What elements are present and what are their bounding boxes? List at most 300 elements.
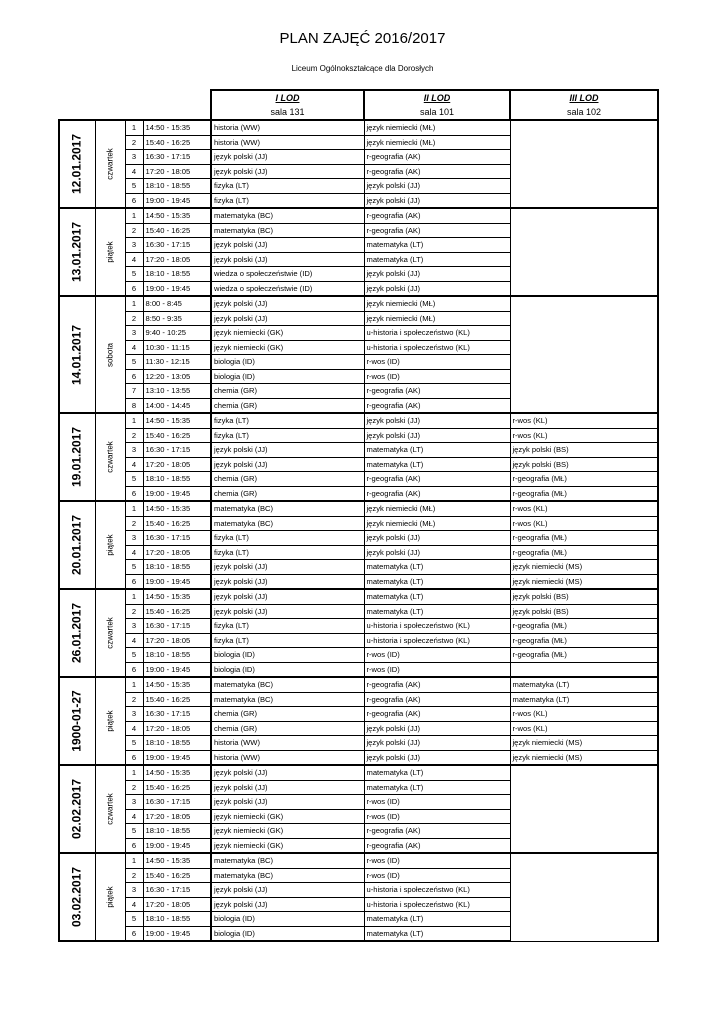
lesson-ii-lod: język niemiecki (MŁ): [364, 516, 510, 531]
lesson-i-lod: język polski (JJ): [211, 296, 364, 311]
weekday-cell: [95, 853, 125, 941]
day-weekday: sobota: [105, 342, 115, 367]
lesson-iii-lod: r-wos (KL): [510, 707, 658, 722]
table-row: [59, 692, 658, 707]
lesson-time: 17:20 - 18:05: [143, 164, 211, 179]
date-cell: [59, 413, 95, 501]
lesson-number: 3: [125, 150, 143, 165]
lesson-number: 1: [125, 677, 143, 692]
lesson-i-lod: fizyka (LT): [211, 531, 364, 546]
lesson-ii-lod: r-geografia (AK): [364, 164, 510, 179]
lesson-number: 5: [125, 179, 143, 194]
lesson-number: 2: [125, 428, 143, 443]
lesson-i-lod: matematyka (BC): [211, 853, 364, 868]
lesson-number: 1: [125, 853, 143, 868]
lesson-time: 16:30 - 17:15: [143, 883, 211, 898]
table-row: [59, 721, 658, 736]
lesson-iii-lod: język niemiecki (MS): [510, 560, 658, 575]
lesson-ii-lod: r-geografia (AK): [364, 223, 510, 238]
lesson-ii-lod: język niemiecki (MŁ): [364, 311, 510, 326]
lesson-i-lod: matematyka (BC): [211, 516, 364, 531]
lesson-time: 19:00 - 19:45: [143, 926, 211, 941]
lesson-iii-lod: [510, 662, 658, 677]
lesson-i-lod: język polski (JJ): [211, 883, 364, 898]
column-room-i-lod: sala 131: [211, 105, 364, 120]
day-weekday: czwartek: [105, 441, 115, 473]
lesson-iii-lod: język polski (BS): [510, 589, 658, 604]
lesson-time: 16:30 - 17:15: [143, 795, 211, 810]
lesson-number: 3: [125, 238, 143, 253]
lesson-i-lod: biologia (ID): [211, 648, 364, 663]
table-row: [59, 413, 658, 428]
table-row: [59, 296, 658, 311]
lesson-number: 8: [125, 398, 143, 413]
table-row: [59, 516, 658, 531]
table-row: [59, 707, 658, 722]
lesson-time: 19:00 - 19:45: [143, 281, 211, 296]
lesson-time: 14:50 - 15:35: [143, 765, 211, 780]
weekday-cell: [95, 120, 125, 208]
lesson-ii-lod: r-wos (ID): [364, 795, 510, 810]
lesson-time: 18:10 - 18:55: [143, 824, 211, 839]
lesson-i-lod: fizyka (LT): [211, 413, 364, 428]
lesson-time: 19:00 - 19:45: [143, 750, 211, 765]
lesson-i-lod: matematyka (BC): [211, 223, 364, 238]
lesson-number: 1: [125, 296, 143, 311]
table-row: [59, 619, 658, 634]
date-cell: [59, 853, 95, 941]
lesson-time: 15:40 - 16:25: [143, 135, 211, 150]
lesson-i-lod: biologia (ID): [211, 662, 364, 677]
lesson-ii-lod: matematyka (LT): [364, 926, 510, 941]
table-row: [59, 765, 658, 780]
lesson-iii-lod: r-geografia (MŁ): [510, 531, 658, 546]
schedule-table: [58, 89, 659, 942]
lesson-number: 1: [125, 765, 143, 780]
lesson-ii-lod: u-historia i społeczeństwo (KL): [364, 619, 510, 634]
table-row: [59, 750, 658, 765]
lesson-time: 17:20 - 18:05: [143, 545, 211, 560]
lesson-time: 14:50 - 15:35: [143, 589, 211, 604]
lesson-i-lod: język niemiecki (GK): [211, 340, 364, 355]
lesson-time: 17:20 - 18:05: [143, 457, 211, 472]
lesson-number: 2: [125, 516, 143, 531]
lesson-time: 17:20 - 18:05: [143, 721, 211, 736]
lesson-number: 4: [125, 252, 143, 267]
lesson-ii-lod: r-geografia (AK): [364, 838, 510, 853]
column-room-ii-lod: sala 101: [364, 105, 510, 120]
lesson-number: 6: [125, 750, 143, 765]
lesson-number: 3: [125, 531, 143, 546]
table-row: [59, 648, 658, 663]
column-room-iii-lod: sala 102: [510, 105, 658, 120]
table-row: [59, 853, 658, 868]
lesson-ii-lod: r-geografia (AK): [364, 486, 510, 501]
schedule-body: [59, 120, 658, 941]
lesson-i-lod: język polski (JJ): [211, 589, 364, 604]
lesson-ii-lod: matematyka (LT): [364, 252, 510, 267]
lesson-time: 14:50 - 15:35: [143, 120, 211, 135]
lesson-ii-lod: r-wos (ID): [364, 662, 510, 677]
day-date: 13.01.2017: [69, 221, 84, 283]
lesson-iii-lod: r-wos (KL): [510, 721, 658, 736]
lesson-i-lod: wiedza o społeczeństwie (ID): [211, 267, 364, 282]
lesson-time: 15:40 - 16:25: [143, 868, 211, 883]
lesson-i-lod: fizyka (LT): [211, 179, 364, 194]
lesson-ii-lod: język niemiecki (MŁ): [364, 120, 510, 135]
lesson-number: 2: [125, 223, 143, 238]
date-cell: [59, 208, 95, 296]
lesson-number: 2: [125, 868, 143, 883]
day-date: 19.01.2017: [69, 426, 84, 488]
lesson-i-lod: chemia (GR): [211, 707, 364, 722]
day-date: 02.02.2017: [69, 778, 84, 840]
day-date: 14.01.2017: [69, 324, 84, 385]
table-row: [59, 589, 658, 604]
lesson-ii-lod: język polski (JJ): [364, 281, 510, 296]
column-header-ii-lod: II LOD: [364, 90, 510, 105]
lesson-time: 12:20 - 13:05: [143, 369, 211, 384]
lesson-ii-lod: r-wos (ID): [364, 648, 510, 663]
lesson-ii-lod: r-geografia (AK): [364, 384, 510, 399]
table-row: [59, 443, 658, 458]
weekday-cell: [95, 677, 125, 765]
lesson-i-lod: język niemiecki (GK): [211, 809, 364, 824]
weekday-cell: [95, 501, 125, 589]
lesson-time: 8:00 - 8:45: [143, 296, 211, 311]
lesson-ii-lod: r-wos (ID): [364, 355, 510, 370]
lesson-number: 1: [125, 501, 143, 516]
lesson-number: 3: [125, 883, 143, 898]
day-weekday: piątek: [105, 241, 115, 263]
lesson-number: 5: [125, 472, 143, 487]
lesson-number: 3: [125, 619, 143, 634]
lesson-i-lod: wiedza o społeczeństwie (ID): [211, 281, 364, 296]
lesson-iii-lod: r-geografia (MŁ): [510, 472, 658, 487]
lesson-time: 14:00 - 14:45: [143, 398, 211, 413]
lesson-ii-lod: język polski (JJ): [364, 531, 510, 546]
lesson-number: 1: [125, 413, 143, 428]
lesson-number: 4: [125, 457, 143, 472]
lesson-ii-lod: r-geografia (AK): [364, 692, 510, 707]
lesson-number: 4: [125, 340, 143, 355]
lesson-i-lod: matematyka (BC): [211, 208, 364, 223]
lesson-iii-lod: język niemiecki (MS): [510, 574, 658, 589]
lesson-ii-lod: matematyka (LT): [364, 589, 510, 604]
date-cell: [59, 296, 95, 413]
lesson-time: 18:10 - 18:55: [143, 912, 211, 927]
lesson-i-lod: historia (WW): [211, 135, 364, 150]
lesson-ii-lod: język polski (JJ): [364, 179, 510, 194]
lesson-ii-lod: matematyka (LT): [364, 443, 510, 458]
lesson-number: 4: [125, 721, 143, 736]
lesson-ii-lod: u-historia i społeczeństwo (KL): [364, 326, 510, 341]
day-date: 03.02.2017: [69, 866, 84, 928]
lesson-ii-lod: r-wos (ID): [364, 868, 510, 883]
day-date: 12.01.2017: [69, 133, 84, 195]
day-weekday: piątek: [105, 534, 115, 556]
lesson-ii-lod: matematyka (LT): [364, 765, 510, 780]
lesson-number: 3: [125, 326, 143, 341]
page-title: PLAN ZAJĘĆ 2016/2017: [279, 30, 446, 47]
lesson-time: 15:40 - 16:25: [143, 516, 211, 531]
lesson-i-lod: chemia (GR): [211, 486, 364, 501]
lesson-time: 16:30 - 17:15: [143, 619, 211, 634]
lesson-ii-lod: język polski (JJ): [364, 750, 510, 765]
table-row: [59, 486, 658, 501]
lesson-i-lod: język niemiecki (GK): [211, 838, 364, 853]
lesson-ii-lod: język polski (JJ): [364, 736, 510, 751]
lesson-ii-lod: język polski (JJ): [364, 413, 510, 428]
lesson-i-lod: język polski (JJ): [211, 252, 364, 267]
lesson-i-lod: język polski (JJ): [211, 560, 364, 575]
lesson-ii-lod: r-geografia (AK): [364, 677, 510, 692]
lesson-i-lod: matematyka (BC): [211, 868, 364, 883]
lesson-time: 16:30 - 17:15: [143, 150, 211, 165]
lesson-i-lod: fizyka (LT): [211, 193, 364, 208]
lesson-ii-lod: matematyka (LT): [364, 912, 510, 927]
lesson-ii-lod: r-geografia (AK): [364, 472, 510, 487]
lesson-number: 1: [125, 589, 143, 604]
lesson-ii-lod: r-geografia (AK): [364, 150, 510, 165]
lesson-number: 6: [125, 193, 143, 208]
lesson-i-lod: chemia (GR): [211, 384, 364, 399]
lesson-number: 3: [125, 443, 143, 458]
lesson-number: 2: [125, 780, 143, 795]
lesson-iii-lod: r-geografia (MŁ): [510, 633, 658, 648]
lesson-number: 4: [125, 164, 143, 179]
lesson-time: 16:30 - 17:15: [143, 531, 211, 546]
lesson-number: 3: [125, 707, 143, 722]
lesson-number: 7: [125, 384, 143, 399]
lesson-i-lod: biologia (ID): [211, 926, 364, 941]
lesson-ii-lod: r-wos (ID): [364, 809, 510, 824]
lesson-iii-lod: r-wos (KL): [510, 428, 658, 443]
table-row: [59, 736, 658, 751]
lesson-number: 5: [125, 912, 143, 927]
lesson-time: 9:40 - 10:25: [143, 326, 211, 341]
lesson-i-lod: biologia (ID): [211, 912, 364, 927]
table-row: [59, 677, 658, 692]
lesson-ii-lod: język niemiecki (MŁ): [364, 296, 510, 311]
lesson-time: 17:20 - 18:05: [143, 252, 211, 267]
lesson-i-lod: język niemiecki (GK): [211, 326, 364, 341]
lesson-ii-lod: język polski (JJ): [364, 193, 510, 208]
lesson-number: 4: [125, 897, 143, 912]
lesson-i-lod: język polski (JJ): [211, 238, 364, 253]
lesson-iii-lod: r-geografia (MŁ): [510, 619, 658, 634]
lesson-time: 17:20 - 18:05: [143, 809, 211, 824]
lesson-number: 4: [125, 545, 143, 560]
lesson-iii-lod: r-wos (KL): [510, 413, 658, 428]
lesson-number: 6: [125, 486, 143, 501]
lesson-number: 2: [125, 135, 143, 150]
table-row: [59, 662, 658, 677]
lesson-iii-lod: język polski (BS): [510, 443, 658, 458]
table-row: [59, 120, 658, 135]
day-date: 20.01.2017: [69, 514, 84, 576]
lesson-i-lod: chemia (GR): [211, 398, 364, 413]
lesson-i-lod: matematyka (BC): [211, 501, 364, 516]
lesson-time: 17:20 - 18:05: [143, 633, 211, 648]
lesson-time: 14:50 - 15:35: [143, 208, 211, 223]
lesson-iii-lod: r-geografia (MŁ): [510, 545, 658, 560]
lesson-number: 3: [125, 795, 143, 810]
lesson-time: 15:40 - 16:25: [143, 692, 211, 707]
lesson-time: 19:00 - 19:45: [143, 838, 211, 853]
lesson-number: 6: [125, 838, 143, 853]
lesson-ii-lod: język niemiecki (MŁ): [364, 501, 510, 516]
lesson-iii-lod: r-wos (KL): [510, 516, 658, 531]
weekday-cell: [95, 765, 125, 853]
day-weekday: czwartek: [105, 793, 115, 825]
lesson-time: 17:20 - 18:05: [143, 897, 211, 912]
lesson-i-lod: fizyka (LT): [211, 545, 364, 560]
lesson-i-lod: język polski (JJ): [211, 765, 364, 780]
lesson-number: 6: [125, 574, 143, 589]
day-date: 1900-01-27: [69, 690, 84, 752]
lesson-ii-lod: język polski (JJ): [364, 267, 510, 282]
lesson-time: 19:00 - 19:45: [143, 574, 211, 589]
lesson-i-lod: język polski (JJ): [211, 574, 364, 589]
lesson-time: 13:10 - 13:55: [143, 384, 211, 399]
lesson-i-lod: fizyka (LT): [211, 619, 364, 634]
lesson-time: 15:40 - 16:25: [143, 428, 211, 443]
lesson-ii-lod: r-geografia (AK): [364, 208, 510, 223]
weekday-cell: [95, 296, 125, 413]
lesson-number: 2: [125, 692, 143, 707]
lesson-i-lod: matematyka (BC): [211, 677, 364, 692]
lesson-time: 19:00 - 19:45: [143, 662, 211, 677]
lesson-number: 5: [125, 824, 143, 839]
lesson-i-lod: matematyka (BC): [211, 692, 364, 707]
lesson-ii-lod: u-historia i społeczeństwo (KL): [364, 340, 510, 355]
lesson-i-lod: język polski (JJ): [211, 780, 364, 795]
lesson-time: 14:50 - 15:35: [143, 501, 211, 516]
lesson-i-lod: język polski (JJ): [211, 897, 364, 912]
lesson-iii-lod-empty: [510, 296, 658, 413]
lesson-number: 6: [125, 369, 143, 384]
date-cell: [59, 120, 95, 208]
lesson-number: 4: [125, 633, 143, 648]
table-row: [59, 545, 658, 560]
lesson-iii-lod: język polski (BS): [510, 604, 658, 619]
lesson-i-lod: fizyka (LT): [211, 428, 364, 443]
lesson-iii-lod: r-geografia (MŁ): [510, 486, 658, 501]
lesson-time: 14:50 - 15:35: [143, 853, 211, 868]
lesson-number: 2: [125, 604, 143, 619]
header-row-rooms: [59, 105, 658, 120]
lesson-time: 15:40 - 16:25: [143, 223, 211, 238]
day-weekday: piątek: [105, 886, 115, 908]
lesson-i-lod: biologia (ID): [211, 369, 364, 384]
lesson-i-lod: chemia (GR): [211, 721, 364, 736]
lesson-iii-lod-empty: [510, 208, 658, 296]
lesson-time: 18:10 - 18:55: [143, 472, 211, 487]
table-row: [59, 208, 658, 223]
lesson-number: 1: [125, 120, 143, 135]
lesson-ii-lod: matematyka (LT): [364, 457, 510, 472]
day-weekday: piątek: [105, 710, 115, 732]
lesson-i-lod: język polski (JJ): [211, 443, 364, 458]
lesson-i-lod: język polski (JJ): [211, 604, 364, 619]
table-row: [59, 457, 658, 472]
lesson-ii-lod: r-wos (ID): [364, 369, 510, 384]
lesson-i-lod: historia (WW): [211, 120, 364, 135]
day-weekday: czwartek: [105, 148, 115, 180]
lesson-number: 6: [125, 662, 143, 677]
column-header-i-lod: I LOD: [211, 90, 364, 105]
lesson-i-lod: język polski (JJ): [211, 150, 364, 165]
lesson-ii-lod: matematyka (LT): [364, 560, 510, 575]
lesson-time: 11:30 - 12:15: [143, 355, 211, 370]
lesson-i-lod: fizyka (LT): [211, 633, 364, 648]
lesson-ii-lod: u-historia i społeczeństwo (KL): [364, 633, 510, 648]
lesson-number: 5: [125, 355, 143, 370]
lesson-ii-lod: język niemiecki (MŁ): [364, 135, 510, 150]
lesson-ii-lod: r-geografia (AK): [364, 398, 510, 413]
lesson-iii-lod-empty: [510, 120, 658, 208]
lesson-ii-lod: matematyka (LT): [364, 780, 510, 795]
lesson-time: 18:10 - 18:55: [143, 560, 211, 575]
table-row: [59, 574, 658, 589]
lesson-time: 18:10 - 18:55: [143, 267, 211, 282]
lesson-iii-lod: język polski (BS): [510, 457, 658, 472]
lesson-iii-lod: r-wos (KL): [510, 501, 658, 516]
lesson-time: 19:00 - 19:45: [143, 193, 211, 208]
lesson-i-lod: chemia (GR): [211, 472, 364, 487]
lesson-iii-lod: matematyka (LT): [510, 692, 658, 707]
table-row: [59, 633, 658, 648]
lesson-time: 19:00 - 19:45: [143, 486, 211, 501]
lesson-number: 2: [125, 311, 143, 326]
lesson-iii-lod: język niemiecki (MS): [510, 750, 658, 765]
lesson-iii-lod-empty: [510, 765, 658, 853]
lesson-ii-lod: język polski (JJ): [364, 428, 510, 443]
lesson-ii-lod: matematyka (LT): [364, 238, 510, 253]
weekday-cell: [95, 589, 125, 677]
lesson-time: 15:40 - 16:25: [143, 604, 211, 619]
table-row: [59, 560, 658, 575]
table-row: [59, 604, 658, 619]
lesson-time: 18:10 - 18:55: [143, 648, 211, 663]
lesson-time: 16:30 - 17:15: [143, 238, 211, 253]
lesson-time: 18:10 - 18:55: [143, 179, 211, 194]
lesson-time: 18:10 - 18:55: [143, 736, 211, 751]
lesson-number: 6: [125, 926, 143, 941]
day-weekday: czwartek: [105, 617, 115, 649]
lesson-number: 5: [125, 736, 143, 751]
date-cell: [59, 589, 95, 677]
lesson-iii-lod-empty: [510, 853, 658, 941]
lesson-ii-lod: r-geografia (AK): [364, 824, 510, 839]
lesson-ii-lod: r-geografia (AK): [364, 707, 510, 722]
lesson-i-lod: język polski (JJ): [211, 164, 364, 179]
lesson-i-lod: język polski (JJ): [211, 457, 364, 472]
lesson-ii-lod: matematyka (LT): [364, 604, 510, 619]
header-row-labels: [59, 90, 658, 105]
lesson-time: 14:50 - 15:35: [143, 413, 211, 428]
lesson-number: 5: [125, 560, 143, 575]
lesson-ii-lod: r-wos (ID): [364, 853, 510, 868]
lesson-number: 1: [125, 208, 143, 223]
lesson-iii-lod: język niemiecki (MS): [510, 736, 658, 751]
lesson-ii-lod: język polski (JJ): [364, 545, 510, 560]
table-row: [59, 501, 658, 516]
table-row: [59, 428, 658, 443]
lesson-i-lod: historia (WW): [211, 736, 364, 751]
lesson-number: 5: [125, 267, 143, 282]
